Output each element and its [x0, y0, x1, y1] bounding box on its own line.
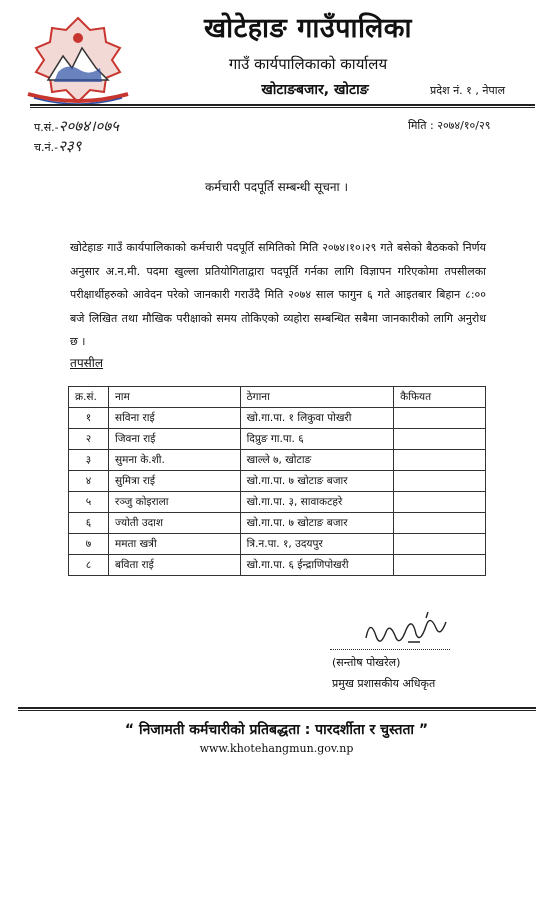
- cell-name: सुमना के.शी.: [108, 450, 240, 471]
- cell-remarks: [394, 534, 486, 555]
- cell-address: खो.गा.पा. ७ खोटाङ बजार: [240, 471, 394, 492]
- cell-address: खो.गा.पा. ७ खोटाङ बजार: [240, 513, 394, 534]
- letter-date: मिति : २०७४/१०/२९: [408, 119, 491, 132]
- cell-name: बविता राई: [108, 555, 240, 576]
- col-serial-header: क्र.सं.: [69, 387, 109, 408]
- website-link[interactable]: www.khotehangmun.gov.np: [199, 742, 354, 755]
- signature-line: [330, 649, 450, 650]
- cell-address: दिप्रुङ गा.पा. ६: [240, 429, 394, 450]
- table-row: [69, 471, 486, 492]
- notice-title: कर्मचारी पदपूर्ति सम्बन्धी सूचना ।: [204, 180, 349, 194]
- cell-remarks: [394, 513, 486, 534]
- cell-name: ज्योती उदाश: [108, 513, 240, 534]
- footer-divider: [18, 707, 536, 709]
- chalani-number: [34, 136, 119, 156]
- table-row: [69, 534, 486, 555]
- province-label: प्रदेश नं. १ , नेपाल: [430, 84, 506, 97]
- footer-divider-thin: [18, 710, 536, 711]
- notice-body: खोटेहाङ गाउँ कार्यपालिकाको कर्मचारी पदपूर्ति समितिको मिति २०७४।१०।२९ गते बसेको बैठकको निर्णय अनुसार अ.न.मी. पदमा खुल्ला प्रतियोगिताद्वारा पदपूर्ति गर्नका लागि विज्ञापन गरिएकोमा तपसीलका परीक्षार्थीहरुको आवेदन परेको जानकारी गराउँदै मिति २०७४ साल फागुन ६ गते आइतबार बिहान ८:०० बजे लिखित तथा मौखिक परीक्षाको समय तोकिएको व्यहोरा सम्बन्धित सबैमा जानकारीको लागि अनुरोध छ ।: [70, 241, 486, 348]
- col-name-header: नाम: [108, 387, 240, 408]
- footer-slogan: “ निजामती कर्मचारीको प्रतिबद्धता : पारदर्शीता र चुस्तता ”: [124, 722, 429, 738]
- signer-name: (सन्तोष पोखरेल): [332, 656, 401, 669]
- cell-address: त्रि.न.पा. १, उदयपुर: [240, 534, 394, 555]
- cell-serial: ३: [69, 450, 109, 471]
- table-row: [69, 429, 486, 450]
- office-address: खोटाङबजार, खोटाङ: [261, 82, 369, 98]
- cell-address: खो.गा.पा. १ लिकुवा पोखरी: [240, 408, 394, 429]
- cell-remarks: [394, 429, 486, 450]
- cell-address: खो.गा.पा. ३, सावाकटहरे: [240, 492, 394, 513]
- office-subtitle: गाउँ कार्यपालिकाको कार्यालय: [228, 55, 388, 73]
- chalani-value: २३९: [58, 137, 82, 155]
- cell-remarks: [394, 408, 486, 429]
- cell-remarks: [394, 555, 486, 576]
- table-row: [69, 450, 486, 471]
- table-header-row: [69, 387, 486, 408]
- chalani-label: च.नं.-: [34, 141, 59, 154]
- cell-serial: ६: [69, 513, 109, 534]
- cell-remarks: [394, 471, 486, 492]
- cell-address: खो.गा.पा. ६ ईन्द्राणिपोखरी: [240, 555, 394, 576]
- signer-title: प्रमुख प्रशासकीय अधिकृत: [332, 677, 436, 690]
- candidates-table: [68, 386, 486, 576]
- cell-serial: ८: [69, 555, 109, 576]
- office-title: खोटेहाङ गाउँपालिका: [204, 13, 412, 44]
- details-heading: तपसील: [70, 356, 104, 370]
- patra-sankhya: [34, 116, 119, 136]
- header-divider: [30, 104, 535, 106]
- cell-name: सुमित्रा राई: [108, 471, 240, 492]
- cell-serial: २: [69, 429, 109, 450]
- cell-serial: ४: [69, 471, 109, 492]
- reference-block: [34, 116, 119, 156]
- cell-name: रञ्जु कोइराला: [108, 492, 240, 513]
- cell-name: जिवना राई: [108, 429, 240, 450]
- cell-remarks: [394, 492, 486, 513]
- col-remarks-header: कैफियत: [394, 387, 486, 408]
- signature-icon: [356, 608, 456, 654]
- table-row: [69, 555, 486, 576]
- header-divider-thin: [30, 107, 535, 108]
- table-row: [69, 513, 486, 534]
- cell-serial: ५: [69, 492, 109, 513]
- patra-label: प.सं.-: [34, 121, 59, 134]
- cell-name: ममता खत्री: [108, 534, 240, 555]
- cell-serial: १: [69, 408, 109, 429]
- cell-address: खाल्ले ७, खोटाङ: [240, 450, 394, 471]
- table-row: [69, 408, 486, 429]
- col-address-header: ठेगाना: [240, 387, 394, 408]
- patra-value: २०७४।०७५: [58, 117, 119, 135]
- government-emblem-icon: [8, 10, 148, 110]
- cell-remarks: [394, 450, 486, 471]
- table-row: [69, 492, 486, 513]
- cell-name: सविना राई: [108, 408, 240, 429]
- cell-serial: ७: [69, 534, 109, 555]
